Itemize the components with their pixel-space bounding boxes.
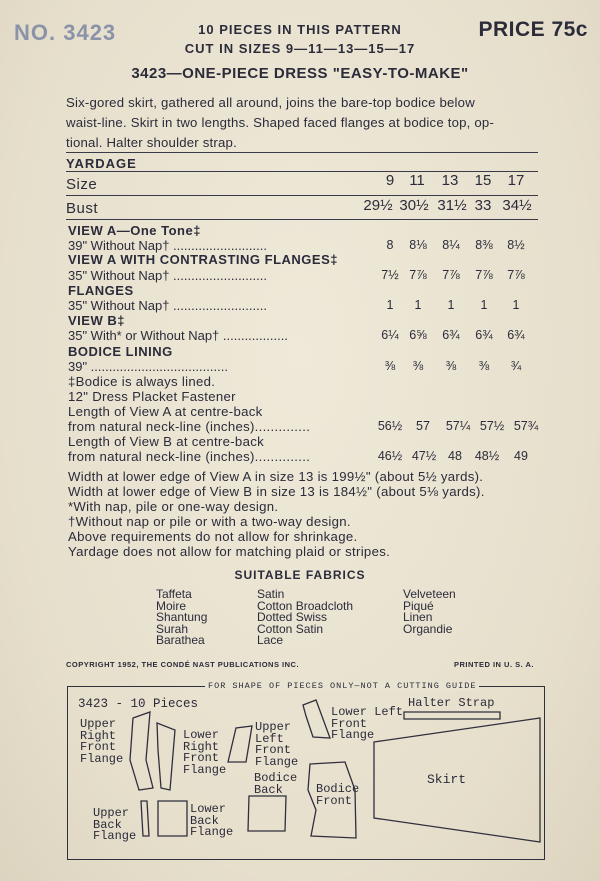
yardage-value: 7⅞ <box>442 268 460 282</box>
lower-back-flange-shape <box>158 801 187 836</box>
yardage-value: 8⅜ <box>475 238 493 252</box>
yardage-line: 35" Without Nap† .......................... <box>68 268 267 283</box>
length-value: 48½ <box>474 449 500 463</box>
lower-right-front-flange-shape <box>157 723 175 790</box>
yardage-value: 6¼ <box>381 328 399 342</box>
yardage-value: ¾ <box>510 359 522 373</box>
yardage-value: 1 <box>447 298 455 312</box>
yardage-value: 1 <box>386 298 394 312</box>
piece-label-line: Front <box>255 743 292 757</box>
piece-label-line: Front <box>331 716 368 731</box>
pattern-number: NO. 3423 <box>14 20 117 45</box>
yardage-value: 1 <box>414 298 422 312</box>
description-line: tional. Halter shoulder strap. <box>66 135 237 150</box>
piece-label-line: Front <box>80 740 117 754</box>
size-value: 11 <box>409 172 425 189</box>
upper-right-front-flange-shape <box>130 712 153 790</box>
yardage-value: ⅜ <box>384 359 396 373</box>
fabric-item: Piqué <box>403 598 434 613</box>
piece-label-line: Bodice <box>254 771 298 785</box>
fabric-item: Satin <box>257 587 285 601</box>
yardage-value: 7⅞ <box>409 268 427 282</box>
price: PRICE 75c <box>478 18 588 41</box>
piece-label-line: Flange <box>183 762 227 777</box>
yardage-value: 7½ <box>381 268 399 282</box>
piece-label-line: Right <box>183 739 220 754</box>
section-heading: BODICE LINING <box>68 344 173 359</box>
piece-label-line: Back <box>93 817 122 832</box>
bodice-back-shape <box>248 796 286 831</box>
fabric-item: Velveteen <box>403 587 456 601</box>
description-line: Six-gored skirt, gathered all around, joins the bare-top bodice below <box>66 95 475 110</box>
piece-label-line: Flange <box>255 754 299 769</box>
fabric-item: Cotton Satin <box>257 621 324 636</box>
description-line: waist-line. Skirt in two lengths. Shaped faced flanges at bodice top, op- <box>66 115 495 130</box>
piece-label-lower-back <box>190 804 233 839</box>
bust-value: 33 <box>474 197 492 214</box>
piece-label-line: Upper <box>93 806 130 820</box>
halter-strap-shape <box>404 712 500 719</box>
length-value: 47½ <box>411 449 437 463</box>
section-heading: VIEW A WITH CONTRASTING FLANGES‡ <box>68 252 338 267</box>
yardage-value: 6¾ <box>507 328 525 342</box>
piece-label-lower-left-front <box>331 707 403 742</box>
piece-label-line: Bodice <box>316 782 360 796</box>
lower-left-front-flange-shape <box>303 700 330 738</box>
pattern-title: 3423—ONE-PIECE DRESS "EASY-TO-MAKE" <box>131 65 469 82</box>
yardage-value: 8½ <box>507 238 525 252</box>
suitable-fabrics-heading: SUITABLE FABRICS <box>234 568 366 582</box>
yardage-value: 6¾ <box>442 328 460 342</box>
length-b-label: Length of View B at centre-back <box>68 434 264 449</box>
piece-label-line: Upper <box>80 717 117 731</box>
piece-label-line: Lower Left <box>331 705 404 719</box>
length-b-line: from natural neck-line (inches).............. <box>68 449 311 464</box>
fabric-item: Surah <box>156 621 189 636</box>
piece-label-line: Back <box>254 782 283 797</box>
piece-label-skirt: Skirt <box>427 772 467 787</box>
yardage-value: ⅜ <box>445 359 457 373</box>
piece-label-upper-left-front <box>255 722 298 768</box>
fabric-item: Shantung <box>156 610 208 624</box>
yardage-value: 7⅞ <box>475 268 493 282</box>
piece-label-line: Flange <box>93 829 137 843</box>
size-value: 17 <box>507 172 525 189</box>
note: ‡Bodice is always lined. <box>68 374 216 389</box>
upper-back-flange-shape <box>141 801 149 836</box>
yardage-line: 39" Without Nap† .......................... <box>68 238 267 253</box>
yardage-value: 6⅝ <box>409 328 427 342</box>
footnote: Above requirements do not allow for shrinkage. <box>68 529 358 544</box>
note: Length of View A at centre-back <box>68 404 263 419</box>
fabric-item: Dotted Swiss <box>257 610 328 624</box>
piece-label-line: Front <box>316 793 353 808</box>
fabric-item: Linen <box>403 610 433 624</box>
piece-label-line: Back <box>190 813 219 828</box>
yardage-value: ⅜ <box>478 359 490 373</box>
piece-label-line: Lower <box>190 802 227 816</box>
piece-label-halter: Halter Strap <box>408 696 495 710</box>
size-value: 9 <box>385 172 395 189</box>
fabric-item: Barathea <box>156 633 205 647</box>
piece-label-line: Left <box>255 731 284 746</box>
yardage-value: 8 <box>386 238 394 252</box>
yardage-line: 35" With* or Without Nap† .................. <box>68 328 288 343</box>
size-label: Size <box>66 176 98 193</box>
piece-label-line: Flange <box>331 728 375 742</box>
yardage-value: 1 <box>480 298 488 312</box>
length-value: 49 <box>514 449 528 463</box>
yardage-value: 8⅛ <box>409 238 427 252</box>
piece-label-line: Upper <box>255 720 292 734</box>
note: 12" Dress Placket Fastener <box>68 389 236 404</box>
piece-label-line: Flange <box>80 751 124 766</box>
fabric-item: Organdie <box>403 621 453 636</box>
yardage-line: 35" Without Nap† .......................... <box>68 298 267 313</box>
footnote: *With nap, pile or one-way design. <box>68 499 279 514</box>
yardage-heading: YARDAGE <box>66 156 137 171</box>
guide-label: FOR SHAPE OF PIECES ONLY—NOT A CUTTING GUIDE <box>205 681 479 691</box>
length-a-line: from natural neck-line (inches).............. <box>68 419 311 434</box>
piece-label-bodice-back <box>254 773 297 796</box>
yardage-value: 6¾ <box>475 328 493 342</box>
piece-label-lower-right-front <box>183 730 226 776</box>
length-value: 57¼ <box>445 419 471 433</box>
length-value: 57 <box>416 419 430 433</box>
piece-label-line: Front <box>183 751 220 765</box>
cut-sizes: CUT IN SIZES 9—11—13—15—17 <box>184 41 416 56</box>
section-heading: VIEW A—One Tone‡ <box>68 223 201 238</box>
footnote: †Without nap or pile or with a two-way design. <box>68 514 351 529</box>
bust-value: 34½ <box>502 197 532 214</box>
yardage-value: 1 <box>512 298 520 312</box>
copyright: COPYRIGHT 1952, THE CONDÉ NAST PUBLICATIONS INC. <box>66 660 300 669</box>
bust-label: Bust <box>66 200 99 217</box>
guide-title: 3423 - 10 Pieces <box>78 697 199 711</box>
length-value: 56½ <box>377 419 403 433</box>
yardage-value: 7⅞ <box>507 268 525 282</box>
piece-label-upper-right-front <box>80 719 123 765</box>
yardage-value: ⅜ <box>412 359 424 373</box>
footnote: Width at lower edge of View B in size 13 is 184½" (about 5⅛ yards). <box>68 484 485 499</box>
size-value: 15 <box>474 172 492 189</box>
piece-label-line: Right <box>80 728 117 743</box>
size-value: 13 <box>441 172 459 189</box>
section-heading: VIEW B‡ <box>68 313 125 328</box>
bust-value: 30½ <box>399 197 429 214</box>
footnote: Width at lower edge of View A in size 13 is 199½" (about 5½ yards). <box>68 469 484 484</box>
fabric-item: Lace <box>257 633 284 647</box>
upper-left-front-flange-shape <box>228 726 252 762</box>
piece-label-line: Flange <box>190 825 234 839</box>
section-heading: FLANGES <box>68 283 134 298</box>
length-value: 57½ <box>479 419 505 433</box>
footnote: Yardage does not allow for matching plaid or stripes. <box>68 544 391 559</box>
fabric-item: Cotton Broadcloth <box>257 598 354 613</box>
length-value: 46½ <box>377 449 403 463</box>
length-value: 48 <box>448 449 462 463</box>
yardage-line: 39" ...................................... <box>68 359 228 374</box>
piece-label-bodice-front <box>316 784 359 807</box>
piece-label-upper-back <box>93 808 136 843</box>
yardage-value: 8¼ <box>442 238 460 252</box>
bust-value: 31½ <box>437 197 467 214</box>
length-value: 57¾ <box>513 419 539 433</box>
printed-in: PRINTED IN U. S. A. <box>453 660 534 669</box>
pieces-count: 10 PIECES IN THIS PATTERN <box>198 22 402 37</box>
fabric-item: Moire <box>156 598 187 613</box>
bust-value: 29½ <box>363 197 393 214</box>
piece-label-line: Lower <box>183 728 220 742</box>
fabric-item: Taffeta <box>156 587 192 601</box>
